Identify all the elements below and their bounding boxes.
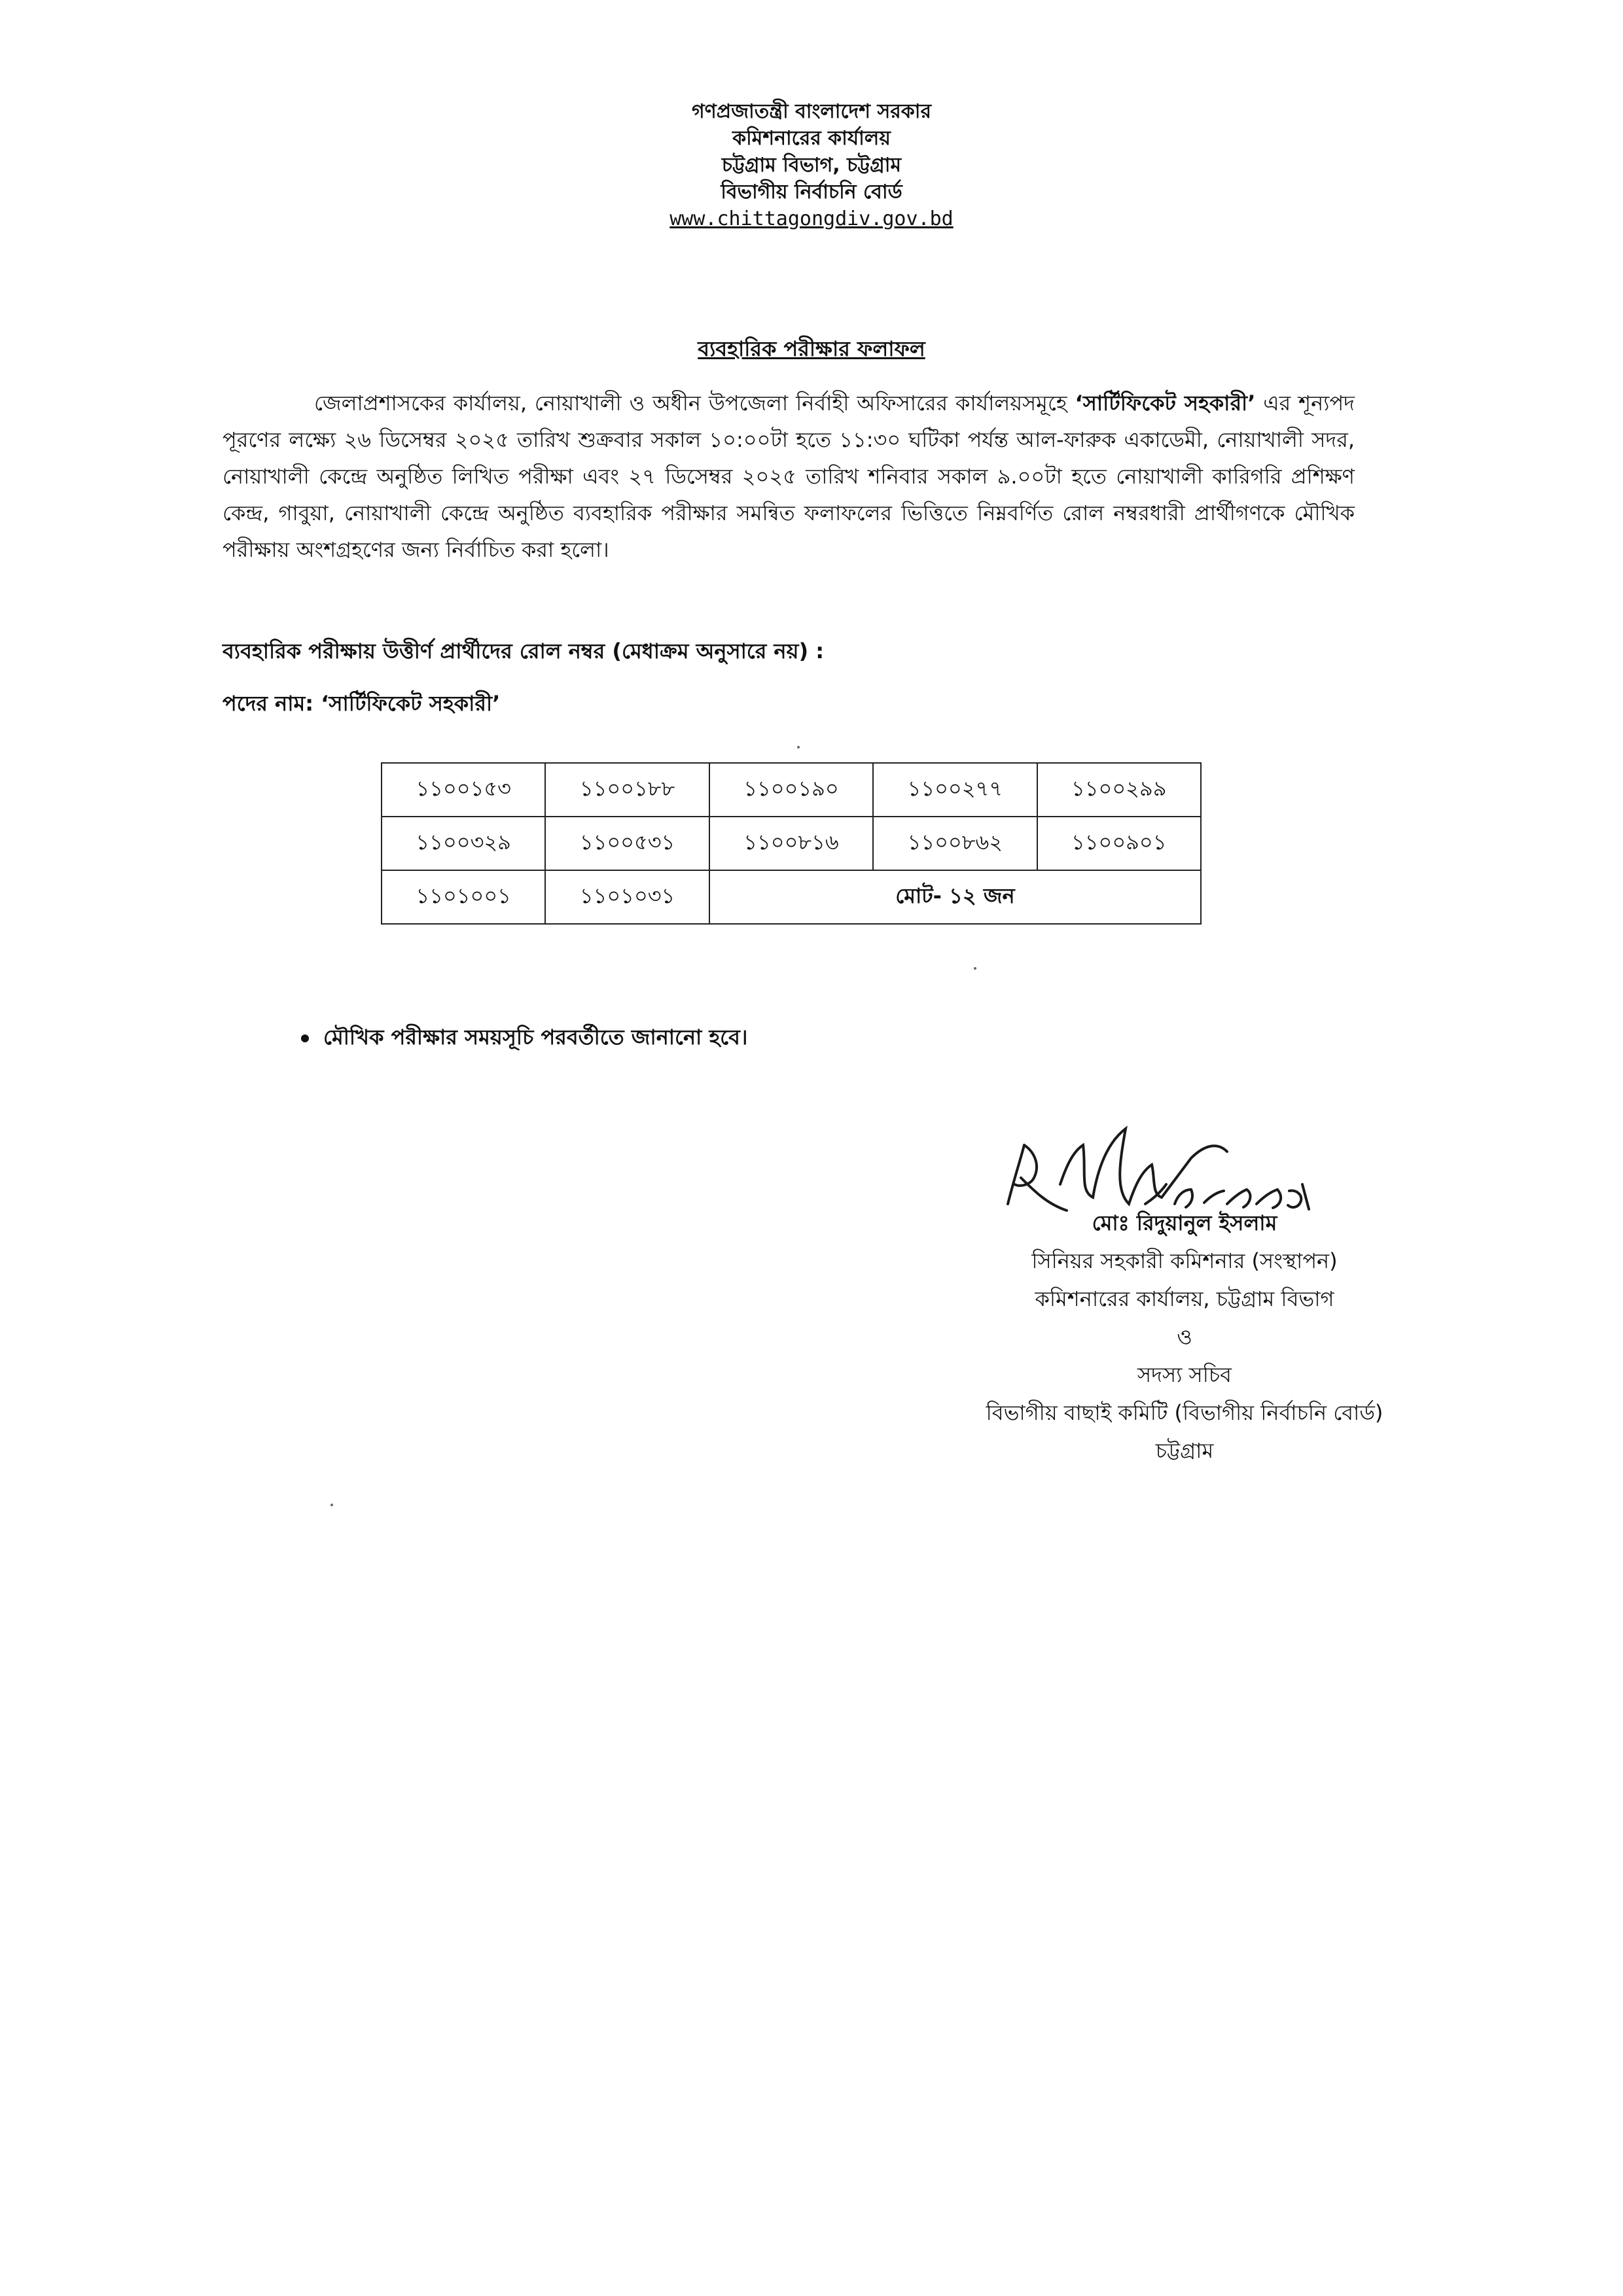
roll-cell: ১১০০১৫৩ — [382, 763, 545, 817]
roll-cell: ১১০০২৯৯ — [1037, 763, 1201, 817]
scan-speck — [974, 967, 976, 970]
paragraph-part-2: এর শূন্যপদ পূরণের লক্ষ্যে ২৬ ডিসেম্বর ২০২৫ তারিখ শুক্রবার সকাল ১০:০০টা হতে ১১:৩০ ঘটিকা পর্যন্ত আল-ফারুক একাডেমী, নোয়াখালী সদর, নোয়াখালী কেন্দ্রে অনুষ্ঠিত লিখিত পরীক্ষা এবং ২৭ ডিসেম্বর ২০২৫ তারিখ শনিবার সকাল ৯.০০টা হতে নোয়াখালী কারিগরি প্রশিক্ষণ কেন্দ্র, গাবুয়া, নোয়াখালী কেন্দ্রে অনুষ্ঠিত ব্যবহারিক পরীক্ষার সমন্বিত ফলাফলের ভিত্তিতে নিম্নবর্ণিত রোল নম্বরধারী প্রার্থীগণকে মৌখিক পরীক্ষায় অংশগ্রহণের জন্য নির্বাচিত করা হলো। — [223, 391, 1355, 562]
signatory-designation: সিনিয়র সহকারী কমিশনার (সংস্থাপন) — [1031, 1248, 1338, 1273]
total-count: মোট- ১২ জন — [709, 870, 1201, 924]
signatory-city: চট্টগ্রাম — [1155, 1438, 1214, 1463]
rolls-subheading: ব্যবহারিক পরীক্ষায় উত্তীর্ণ প্রার্থীদের রোল নম্বর (মেধাক্রম অনুসারে নয়) : — [223, 639, 825, 663]
office-name: কমিশনারের কার্যালয় — [732, 127, 891, 150]
note-text: মৌখিক পরীক্ষার সময়সূচি পরবর্তীতে জানানো হবে। — [323, 1025, 748, 1050]
schedule-note — [301, 1021, 747, 1056]
post-subheading: পদের নাম: ‘সার্টিফিকেট সহকারী’ — [223, 691, 501, 716]
roll-cell: ১১০০৩২৯ — [382, 817, 545, 870]
letterhead — [0, 98, 1623, 232]
roll-cell: ১১০০৮৬২ — [873, 817, 1037, 870]
scan-speck — [330, 1504, 333, 1506]
govt-name: গণপ্রজাতন্ত্রী বাংলাদেশ সরকার — [692, 100, 931, 123]
signatory-office: কমিশনারের কার্যালয়, চট্টগ্রাম বিভাগ — [1035, 1286, 1334, 1311]
bullet-icon — [301, 1034, 309, 1042]
table-row — [382, 817, 1201, 870]
signatory-conjunction: ও — [1177, 1324, 1192, 1349]
scan-speck — [797, 746, 800, 749]
signatory-name: মোঃ রিদুয়ানুল ইসলাম — [1092, 1210, 1277, 1235]
roll-number-table — [381, 762, 1202, 925]
roll-cell: ১১০০১৮৮ — [545, 763, 709, 817]
roll-cell: ১১০০৮১৬ — [709, 817, 873, 870]
signatory-role: সদস্য সচিব — [1137, 1362, 1232, 1387]
roll-cell: ১১০০৯০১ — [1037, 817, 1201, 870]
roll-cell: ১১০১০০১ — [382, 870, 545, 924]
notice-paragraph — [223, 385, 1355, 568]
division-name: চট্টগ্রাম বিভাগ, চট্টগ্রাম — [721, 154, 902, 177]
roll-cell: ১১০০৫৩১ — [545, 817, 709, 870]
roll-cell: ১১০০১৯০ — [709, 763, 873, 817]
table-row — [382, 870, 1201, 924]
paragraph-part-1: জেলাপ্রশাসকের কার্যালয়, নোয়াখালী ও অধীন উপজেলা নির্বাহী অফিসারের কার্যালয়সমূহে — [314, 391, 1075, 415]
board-name: বিভাগীয় নির্বাচনি বোর্ড — [721, 181, 902, 203]
roll-cell: ১১০০২৭৭ — [873, 763, 1037, 817]
roll-cell: ১১০১০৩১ — [545, 870, 709, 924]
website-link[interactable]: www.chittagongdiv.gov.bd — [669, 207, 954, 230]
signatory-committee: বিভাগীয় বাছাই কমিটি (বিভাগীয় নির্বাচনি বোর্ড) — [986, 1400, 1383, 1425]
table-row — [382, 763, 1201, 817]
signature-block — [785, 1204, 1584, 1470]
result-title: ব্যবহারিক পরীক্ষার ফলাফল — [698, 336, 925, 361]
post-name-inline: ‘সার্টিফিকেট সহকারী’ — [1075, 391, 1256, 415]
